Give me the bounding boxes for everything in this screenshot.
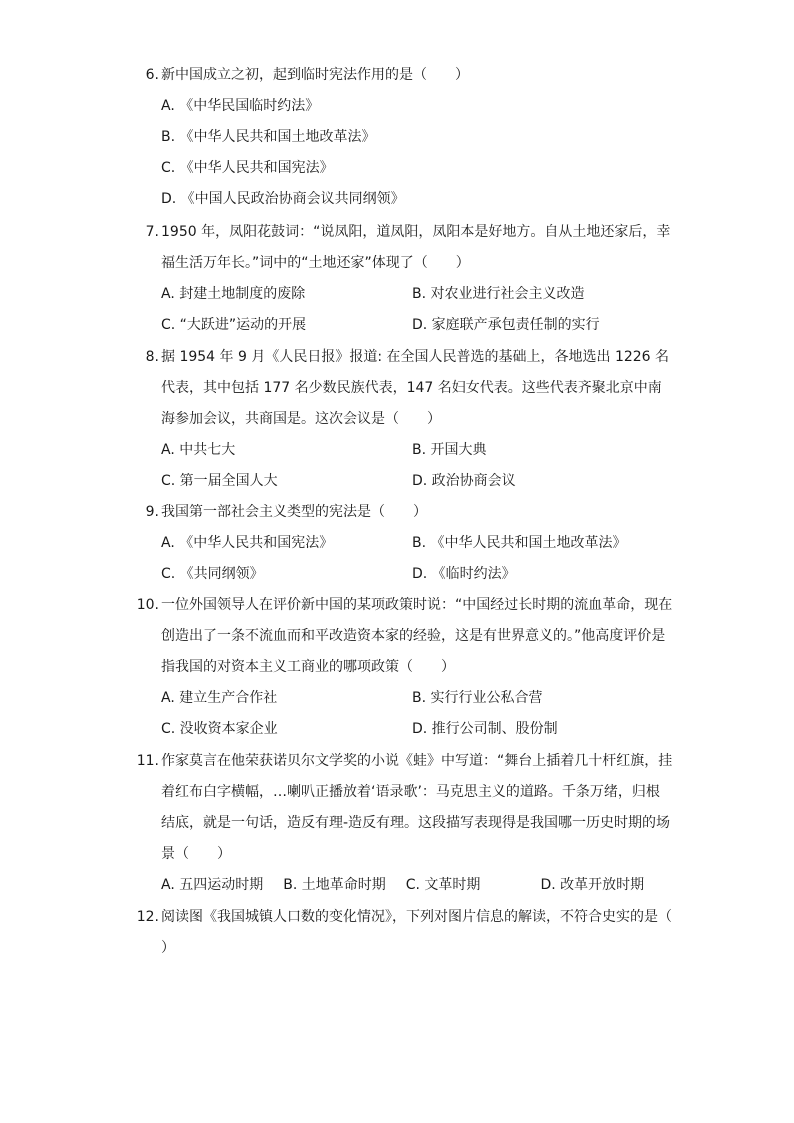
option-b[interactable]: B. 土地革命时期 xyxy=(283,877,386,893)
option-d[interactable]: D. 政治协商会议 xyxy=(412,473,516,489)
question-7 xyxy=(133,217,673,341)
option-d[interactable]: D. 家庭联产承包责任制的实行 xyxy=(412,317,600,333)
question-stem: 作家莫言在他荣获诺贝尔文学奖的小说《蛙》中写道：“舞台上插着几十杆红旗，挂着红布白字横幅，…喇叭正播放着‘语录歌’：马克思主义的道路。千条万绪，归根结底，就是一句话，造反有理-造反有理。这段描写表现得是我国哪一历史时期的场景（ ） xyxy=(161,753,673,862)
option-b[interactable]: B. 《中华人民共和国土地改革法》 xyxy=(161,129,376,145)
option-c[interactable]: C. 没收资本家企业 xyxy=(161,721,278,737)
question-stem: 据 1954 年 9 月《人民日报》报道: 在全国人民普选的基础上，各地选出 1226 名代表，其中包括 177 名少数民族代表，147 名妇女代表。这些代表齐聚北京中南海参加会议，共商国是。这次会议是（ ） xyxy=(161,349,670,427)
option-a[interactable]: A. 封建土地制度的废除 xyxy=(161,286,306,302)
option-d[interactable]: D. 改革开放时期 xyxy=(540,877,645,893)
question-stem: 1950 年，凤阳花鼓词：“说凤阳，道凤阳，凤阳本是好地方。自从土地还家后，幸福生活万年长。”词中的“土地还家”体现了（ ） xyxy=(161,224,671,271)
question-number: 7. xyxy=(145,224,159,240)
option-c[interactable]: C. 第一届全国人大 xyxy=(161,473,278,489)
question-number: 12. xyxy=(136,909,159,925)
question-stem: 新中国成立之初，起到临时宪法作用的是（ ） xyxy=(161,67,469,83)
option-a[interactable]: A. 建立生产合作社 xyxy=(161,690,278,706)
question-11 xyxy=(133,746,673,901)
question-number: 9. xyxy=(145,504,159,520)
question-12 xyxy=(133,902,700,964)
option-c[interactable]: C. 《中华人民共和国宪法》 xyxy=(161,160,334,176)
options xyxy=(161,683,673,745)
option-b[interactable]: B. 开国大典 xyxy=(412,442,487,458)
option-c[interactable]: C. 《共同纲领》 xyxy=(161,566,264,582)
question-9 xyxy=(133,497,673,590)
options xyxy=(161,91,673,215)
question-number: 8. xyxy=(145,349,159,365)
question-stem: 我国第一部社会主义类型的宪法是（ ） xyxy=(161,504,427,520)
options xyxy=(161,528,673,590)
option-a[interactable]: A. 《中华人民共和国宪法》 xyxy=(161,535,334,551)
options xyxy=(161,435,673,497)
question-stem: 一位外国领导人在评价新中国的某项政策时说：“中国经过长时期的流血革命，现在创造出了一条不流血而和平改造资本家的经验，这是有世界意义的。”他高度评价是指我国的对资本主义工商业的哪项政策（ ） xyxy=(161,597,673,675)
options xyxy=(161,279,673,341)
option-a[interactable]: A. 五四运动时期 xyxy=(161,877,264,893)
question-number: 11. xyxy=(136,753,159,769)
option-d[interactable]: D. 推行公司制、股份制 xyxy=(412,721,558,737)
option-a[interactable]: A. 中共七大 xyxy=(161,442,236,458)
option-b[interactable]: B. 实行行业公私合营 xyxy=(412,690,543,706)
option-a[interactable]: A. 《中华民国临时约法》 xyxy=(161,98,320,114)
question-number: 6. xyxy=(145,67,159,83)
option-c[interactable]: C. “大跃进”运动的开展 xyxy=(161,317,307,333)
option-b[interactable]: B. 对农业进行社会主义改造 xyxy=(412,286,585,302)
question-number: 10. xyxy=(136,597,159,613)
question-10 xyxy=(133,590,673,745)
options xyxy=(161,870,673,901)
question-8 xyxy=(133,342,673,497)
option-d[interactable]: D. 《中国人民政治协商会议共同纲领》 xyxy=(161,191,405,207)
option-d[interactable]: D. 《临时约法》 xyxy=(412,566,516,582)
option-c[interactable]: C. 文革时期 xyxy=(405,877,481,893)
question-6 xyxy=(133,60,673,215)
question-stem: 阅读图《我国城镇人口数的变化情况》，下列对图片信息的解读，不符合史实的是（ ） xyxy=(161,909,700,956)
option-b[interactable]: B. 《中华人民共和国土地改革法》 xyxy=(412,535,627,551)
